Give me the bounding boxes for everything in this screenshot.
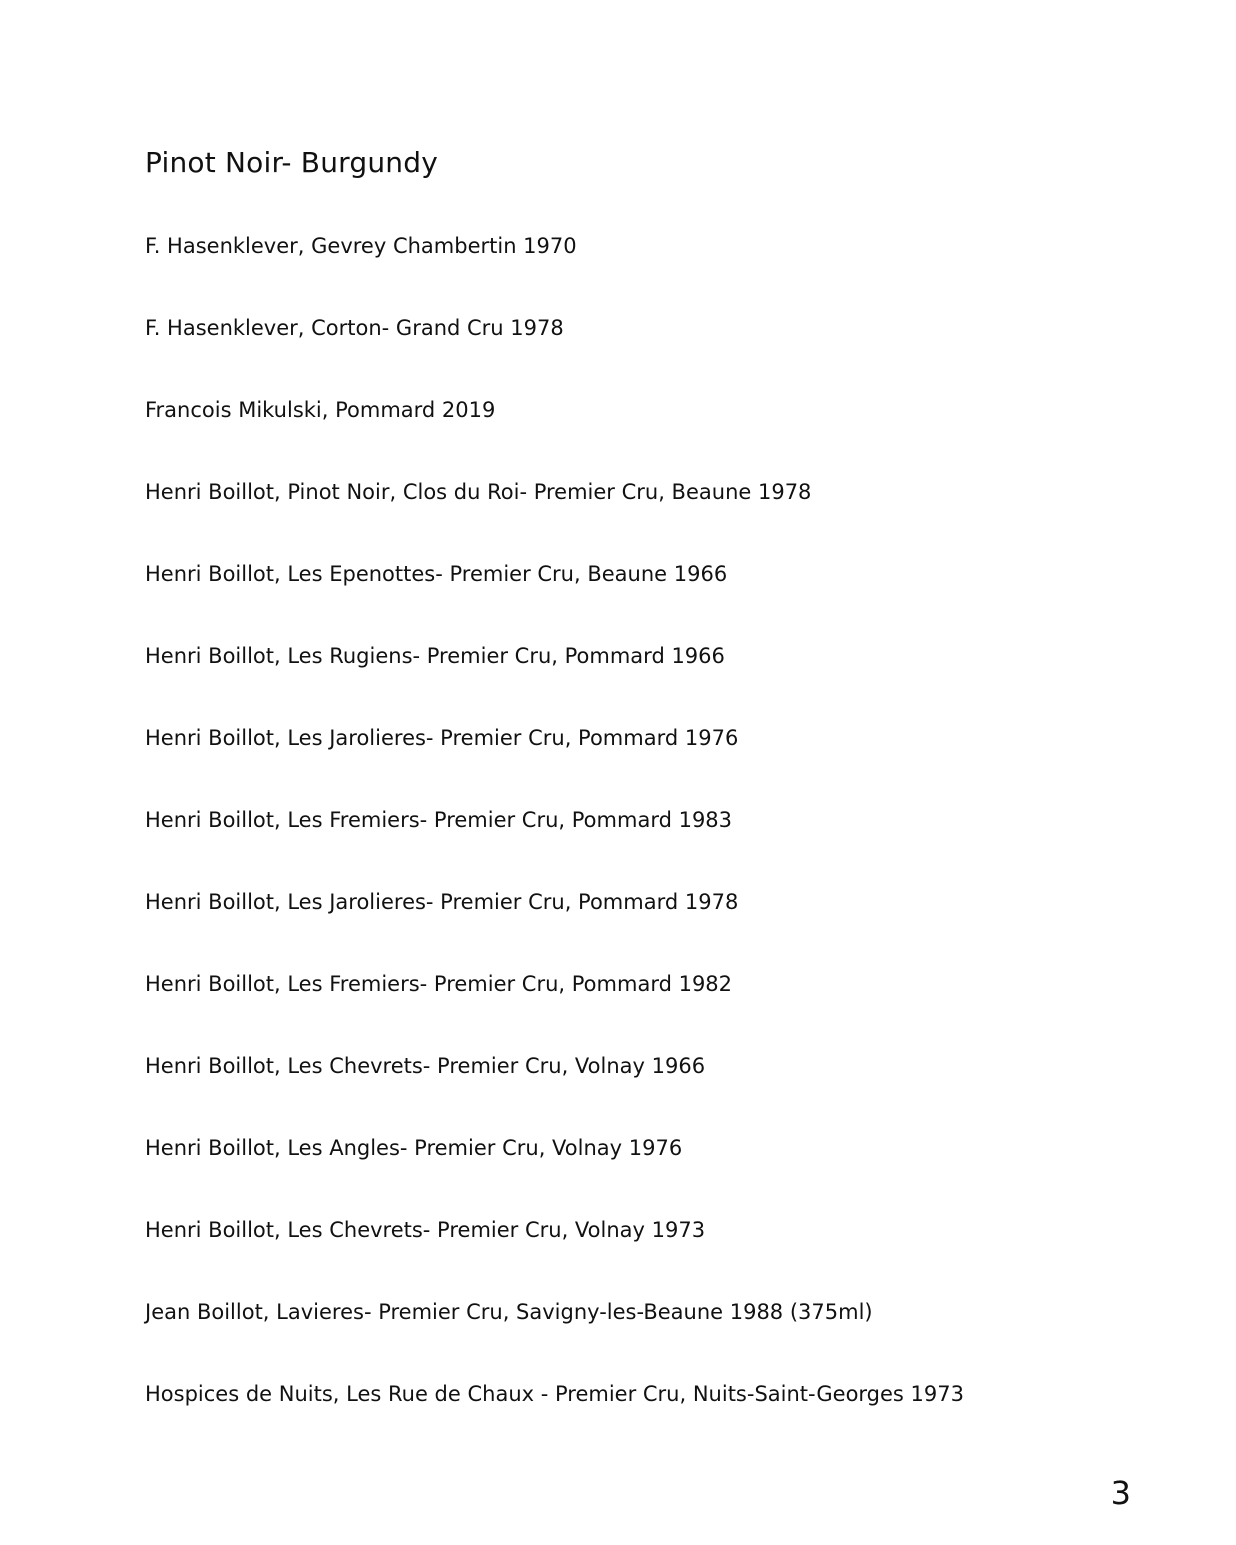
wine-list-item: Henri Boillot, Les Epenottes- Premier Cru, Beaune 1966 xyxy=(145,562,728,586)
wine-list-item: Hospices de Nuits, Les Rue de Chaux - Premier Cru, Nuits-Saint-Georges 1973 xyxy=(145,1382,964,1406)
wine-list-item: Jean Boillot, Lavieres- Premier Cru, Savigny-les-Beaune 1988 (375ml) xyxy=(145,1300,873,1324)
wine-list-item: F. Hasenklever, Gevrey Chambertin 1970 xyxy=(145,234,577,258)
wine-list-item: Henri Boillot, Pinot Noir, Clos du Roi- Premier Cru, Beaune 1978 xyxy=(145,480,812,504)
wine-list-item: Henri Boillot, Les Chevrets- Premier Cru, Volnay 1973 xyxy=(145,1218,706,1242)
wine-list-item: Henri Boillot, Les Chevrets- Premier Cru, Volnay 1966 xyxy=(145,1054,706,1078)
wine-list-item: Henri Boillot, Les Jarolieres- Premier Cru, Pommard 1976 xyxy=(145,726,739,750)
wine-list-item: Henri Boillot, Les Angles- Premier Cru, Volnay 1976 xyxy=(145,1136,683,1160)
wine-list-item: F. Hasenklever, Corton- Grand Cru 1978 xyxy=(145,316,564,340)
wine-list-item: Francois Mikulski, Pommard 2019 xyxy=(145,398,496,422)
section-title: Pinot Noir- Burgundy xyxy=(145,146,438,179)
page-number: 3 xyxy=(1110,1474,1131,1512)
wine-list-item: Henri Boillot, Les Fremiers- Premier Cru, Pommard 1983 xyxy=(145,808,733,832)
wine-list-item: Henri Boillot, Les Rugiens- Premier Cru, Pommard 1966 xyxy=(145,644,725,668)
wine-list xyxy=(145,228,964,1458)
wine-list-item: Henri Boillot, Les Jarolieres- Premier Cru, Pommard 1978 xyxy=(145,890,739,914)
wine-list-item: Henri Boillot, Les Fremiers- Premier Cru, Pommard 1982 xyxy=(145,972,733,996)
